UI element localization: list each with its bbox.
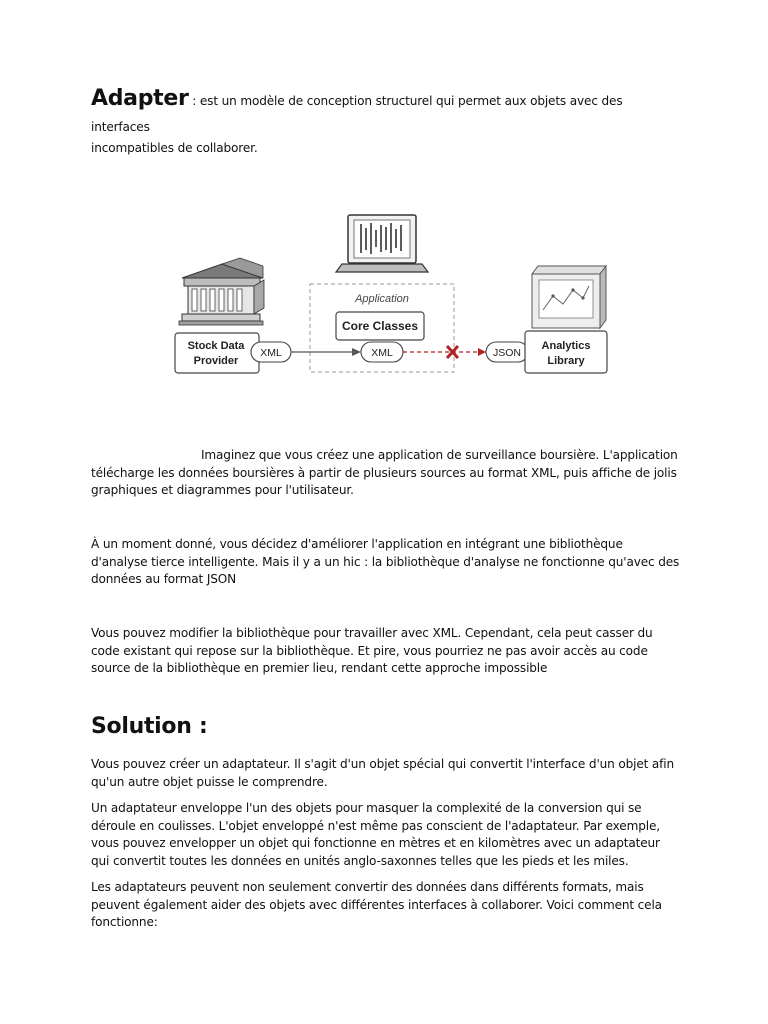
xml-left-pill — [251, 342, 291, 362]
paragraph-3: Vous pouvez modifier la bibliothèque pour travailler avec XML. Cependant, cela peut casser du code existant qui repose sur la bibliothèque. Et pire, vous pourriez ne pas avoir accès au code source de la bibliothèque en premier lieu, rendant cette approche impossible — [91, 626, 653, 675]
stock-provider-line1: Stock Data — [187, 340, 245, 352]
term-adapter: Adapter — [91, 86, 189, 111]
stock-provider-box — [175, 333, 259, 373]
solution-paragraph-3: Les adaptateurs peuvent non seulement convertir des données dans différents formats, mais peuvent également aider des objets avec différentes interfaces à collaborer. Voici comment cela fonctionne: — [91, 880, 662, 929]
arrow-head-icon — [352, 348, 361, 356]
laptop-icon — [336, 215, 428, 272]
xml-right-pill — [361, 342, 403, 362]
paragraph-1: Imaginez que vous créez une application de surveillance boursière. L'application télécharge les données boursières à partir de plusieurs sources au format XML, puis affiche de jolis graphiques et diagrammes pour l'utilisateur. — [91, 448, 678, 497]
stock-provider-line2: Provider — [193, 355, 239, 367]
definition-text-2: incompatibles de collaborer. — [91, 141, 258, 155]
json-pill — [486, 342, 528, 362]
solution-paragraph-1: Vous pouvez créer un adaptateur. Il s'agit d'un objet spécial qui convertit l'interface d'un objet afin qu'un autre objet puisse le comprendre. — [91, 757, 675, 789]
analytics-line2: Library — [547, 355, 585, 367]
xml-right-label: XML — [371, 347, 393, 359]
json-label: JSON — [492, 347, 522, 359]
application-label: Application — [355, 293, 409, 305]
core-classes-label: Core Classes — [341, 319, 419, 333]
adapter-diagram — [170, 206, 620, 381]
analytics-cube-icon — [532, 266, 606, 328]
solution-heading: Solution : — [91, 714, 208, 739]
red-arrow-head-icon — [478, 348, 486, 356]
analytics-line1: Analytics — [541, 340, 591, 352]
paragraph-2: À un moment donné, vous décidez d'améliorer l'application en intégrant une bibliothèque d'analyse tierce intelligente. Mais il y a un hic : la bibliothèque d'analyse ne fonctionne qu'avec des données au format JSON — [91, 537, 680, 586]
intro-paragraph — [91, 86, 681, 158]
bank-building-icon — [179, 258, 264, 325]
definition-text-1: : est un modèle de conception structurel qui permet aux objets avec des interfaces — [91, 94, 623, 134]
solution-paragraph-2: Un adaptateur enveloppe l'un des objets pour masquer la complexité de la conversion qui se déroule en coulisses. L'objet enveloppé n'est même pas conscient de l'adaptateur. Par exemple, vous pouvez envelopper un objet qui fonctionne en mètres et en kilomètres avec un adaptateur qui convertit toutes les données en unités anglo-saxonnes telles que les pieds et les miles. — [91, 801, 660, 868]
xml-left-label: XML — [260, 347, 282, 359]
analytics-library-box — [525, 331, 607, 373]
